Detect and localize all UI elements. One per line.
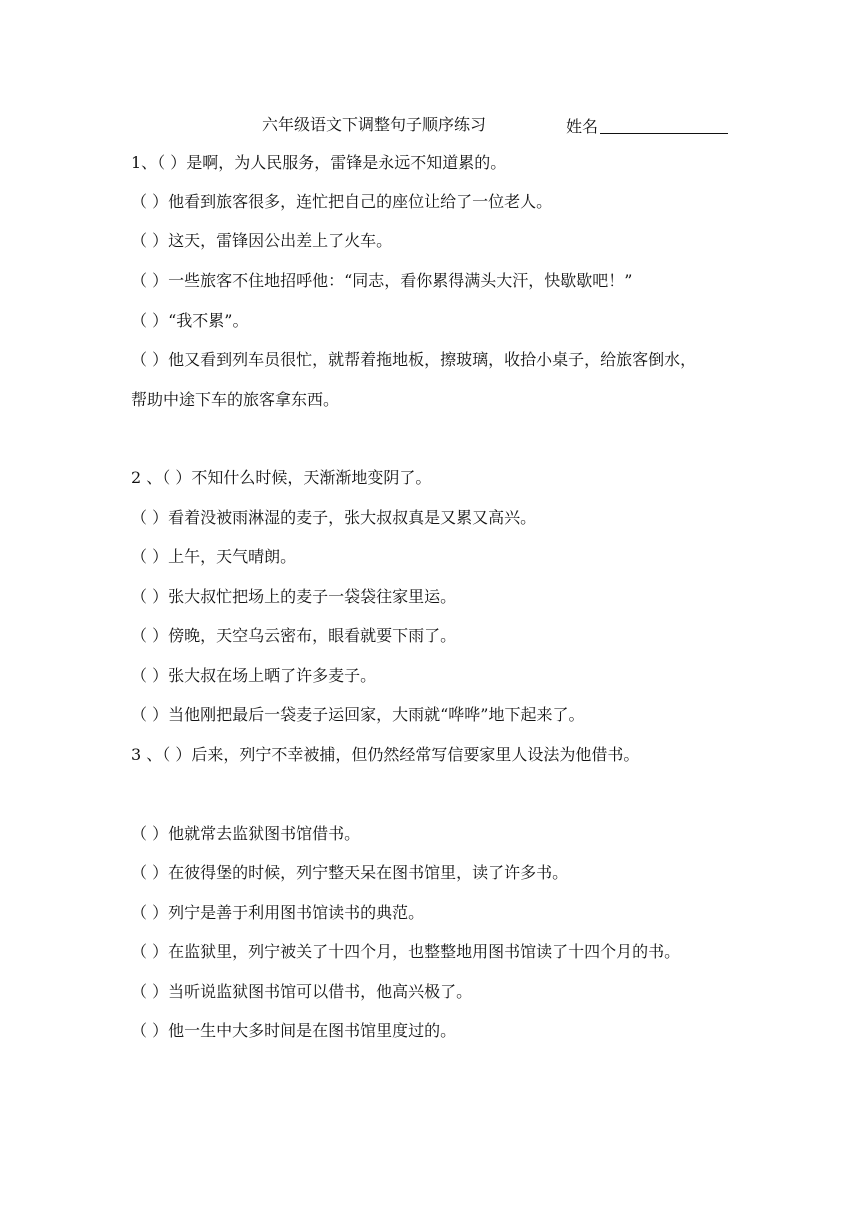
exercise-3-line-7: （ ）他一生中大多时间是在图书馆里度过的。	[131, 1021, 457, 1040]
exercise-3-line-2: （ ）他就常去监狱图书馆借书。	[131, 824, 361, 843]
name-field[interactable]	[566, 115, 728, 137]
name-label: 姓名	[566, 117, 599, 136]
exercise-1-line-6: （ ）他又看到列车员很忙，就帮着拖地板，擦玻璃，收拾小桌子，给旅客倒水，	[131, 350, 697, 369]
exercise-3-line-1: 3 、（ ）后来，列宁不幸被捕，但仍然经常写信要家里人设法为他借书。	[131, 745, 640, 764]
page-title: 六年级语文下调整句子顺序练习	[262, 115, 487, 134]
exercise-1-line-6-continued: 帮助中途下车的旅客拿东西。	[131, 390, 340, 409]
exercise-3-line-6: （ ）当听说监狱图书馆可以借书，他高兴极了。	[131, 982, 473, 1001]
exercise-1-line-1: 1、（ ）是啊，为人民服务，雷锋是永远不知道累的。	[131, 153, 507, 172]
exercise-3-line-3: （ ）在彼得堡的时候，列宁整天呆在图书馆里，读了许多书。	[131, 863, 569, 882]
exercise-2-line-6: （ ）张大叔在场上晒了许多麦子。	[131, 666, 377, 685]
name-blank-line[interactable]	[600, 115, 728, 134]
exercise-2-line-7: （ ）当他刚把最后一袋麦子运回家，大雨就“哗哗”地下起来了。	[131, 705, 585, 724]
exercise-1-line-3: （ ）这天，雷锋因公出差上了火车。	[131, 231, 393, 250]
exercise-3-line-5: （ ）在监狱里，列宁被关了十四个月，也整整地用图书馆读了十四个月的书。	[131, 942, 681, 961]
exercise-2-line-2: （ ）看着没被雨淋湿的麦子，张大叔叔真是又累又高兴。	[131, 508, 537, 527]
exercise-2-line-3: （ ）上午，天气晴朗。	[131, 547, 297, 566]
exercise-1-line-2: （ ）他看到旅客很多，连忙把自己的座位让给了一位老人。	[131, 192, 553, 211]
exercise-1-line-4: （ ）一些旅客不住地招呼他：“同志，看你累得满头大汗，快歇歇吧！”	[131, 271, 633, 290]
exercise-2-line-4: （ ）张大叔忙把场上的麦子一袋袋往家里运。	[131, 587, 457, 606]
exercise-2-line-1: 2 、（ ）不知什么时候，天渐渐地变阴了。	[131, 468, 432, 487]
exercise-3-line-4: （ ）列宁是善于利用图书馆读书的典范。	[131, 903, 425, 922]
exercise-2-line-5: （ ）傍晚，天空乌云密布，眼看就要下雨了。	[131, 626, 457, 645]
exercise-1-line-5: （ ）“我不累”。	[131, 311, 249, 330]
